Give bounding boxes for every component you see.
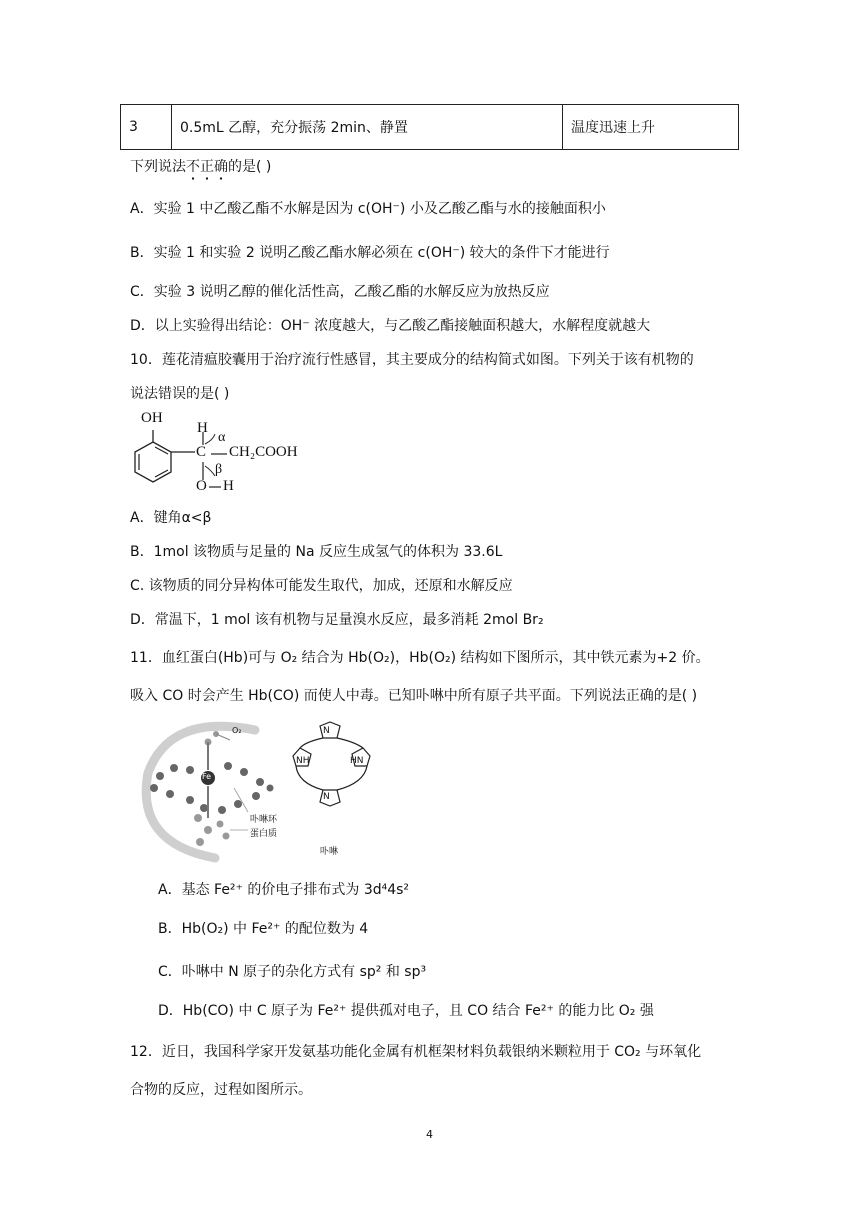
fe-label: Fe — [202, 772, 212, 781]
table-row — [121, 105, 739, 150]
q9-option-a: A．实验 1 中乙酸乙酯不水解是因为 c(OH⁻) 小及乙酸乙酯与水的接触面积小 — [130, 201, 606, 217]
page-number: 4 — [426, 1128, 433, 1141]
q9-stem-pre: 下列说法 — [130, 159, 186, 175]
n-bottom-label: N — [323, 792, 330, 802]
carbon-label: C — [196, 444, 207, 460]
q9-stem-post: 的是( ) — [228, 159, 272, 175]
experiment-table — [120, 104, 739, 150]
o2-label: O₂ — [232, 726, 242, 735]
q9-option-d: D．以上实验得出结论：OH⁻ 浓度越大，与乙酸乙酯接触面积越大，水解程度就越大 — [130, 318, 651, 334]
beta-label: β — [215, 462, 223, 477]
q12-stem-line2: 合物的反应，过程如图所示。 — [130, 1082, 312, 1098]
nh-label: NH — [296, 756, 310, 766]
q10-option-a: A．键角α<β — [130, 510, 212, 526]
q9-option-b: B．实验 1 和实验 2 说明乙酸乙酯水解必须在 c(OH⁻) 较大的条件下才能进行 — [130, 245, 610, 261]
oxygen-label: O — [196, 478, 207, 494]
table-cell-number: 3 — [121, 105, 172, 150]
q9-stem-emphasis: 不正确 — [186, 159, 228, 175]
porphyrin-caption: 卟啉 — [320, 847, 339, 857]
q10-option-b: B．1mol 该物质与足量的 Na 反应生成氢气的体积为 33.6L — [130, 544, 503, 560]
q10-option-d: D．常温下，1 mol 该有机物与足量溴水反应，最多消耗 2mol Br₂ — [130, 612, 544, 628]
hn-label: HN — [350, 756, 364, 766]
q11-option-b: B．Hb(O₂) 中 Fe²⁺ 的配位数为 4 — [158, 921, 369, 937]
n-top-label: N — [323, 726, 330, 736]
q11-stem-line1: 11．血红蛋白(Hb)可与 O₂ 结合为 Hb(O₂)，Hb(O₂) 结构如下图所示，其中铁元素为+2 价。 — [130, 650, 710, 666]
table-cell-phenomenon: 温度迅速上升 — [563, 105, 739, 150]
q11-option-d: D．Hb(CO) 中 C 原子为 Fe²⁺ 提供孤对电子，且 CO 结合 Fe²⁺ 的能力比 O₂ 强 — [158, 1003, 654, 1019]
protein-label: 蛋白质 — [250, 829, 278, 839]
hemoglobin-drawing — [130, 718, 390, 868]
table-cell-reagent: 0.5mL 乙醇，充分振荡 2min、静置 — [172, 105, 563, 150]
q9-option-c: C．实验 3 说明乙醇的催化活性高，乙酸乙酯的水解反应为放热反应 — [130, 284, 550, 300]
q10-stem-line2: 说法错误的是( ) — [130, 386, 230, 402]
alpha-label: α — [218, 430, 226, 445]
h-top-label: H — [197, 420, 208, 436]
q10-stem-line1: 10．莲花清瘟胶囊用于治疗流行性感冒，其主要成分的结构简式如图。下列关于该有机物的 — [130, 352, 694, 368]
h-bottom-label: H — [223, 478, 234, 494]
q11-stem-line2: 吸入 CO 时会产生 Hb(CO) 而使人中毒。已知卟啉中所有原子共平面。下列说法正确的是( ) — [130, 688, 698, 704]
q10-option-c: C. 该物质的同分异构体可能发生取代，加成，还原和水解反应 — [130, 578, 513, 594]
oh-label: OH — [141, 410, 163, 426]
q11-option-a: A．基态 Fe²⁺ 的价电子排布式为 3d⁴4s² — [158, 882, 410, 898]
hemoglobin-figure — [130, 718, 390, 868]
chain-label: CH₂COOH — [229, 444, 298, 460]
q11-option-c: C．卟啉中 N 原子的杂化方式有 sp² 和 sp³ — [158, 964, 427, 980]
structure-diagram — [125, 410, 325, 500]
porphyrin-ring-label: 卟啉环 — [250, 815, 278, 825]
q12-stem-line1: 12．近日，我国科学家开发氨基功能化金属有机框架材料负载银纳米颗粒用于 CO₂ 与环氧化 — [130, 1044, 702, 1060]
q9-stem — [130, 157, 271, 177]
